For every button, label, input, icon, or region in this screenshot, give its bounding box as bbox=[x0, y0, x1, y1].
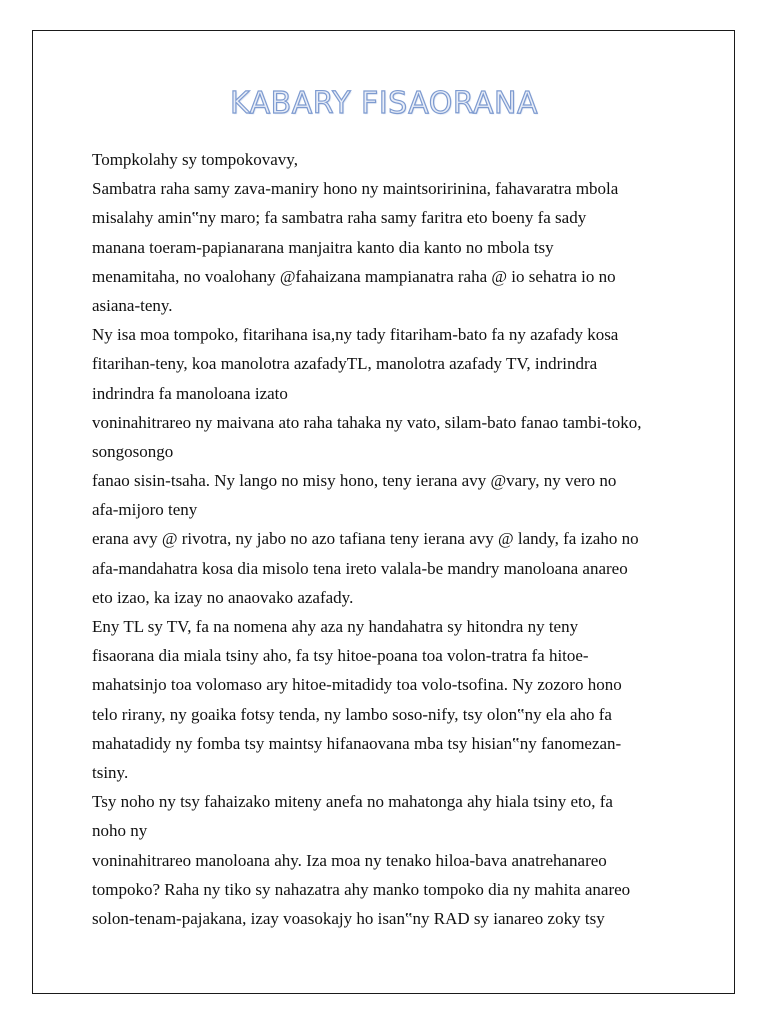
body-line: noho ny bbox=[92, 821, 148, 841]
body-line: telo rirany, ny goaika fotsy tenda, ny lambo soso-nify, tsy olon‟ny ela aho fa bbox=[92, 704, 612, 724]
body-line: menamitaha, no voalohany @fahaizana mampianatra raha @ io sehatra io no bbox=[92, 266, 616, 286]
body-line: erana avy @ rivotra, ny jabo no azo tafiana teny ierana avy @ landy, fa izaho no bbox=[92, 529, 639, 549]
body-line: voninahitrareo manoloana ahy. Iza moa ny tenako hiloa-bava anatrehanareo bbox=[92, 850, 607, 870]
body-line: mahatsinjo toa volomaso ary hitoe-mitadidy toa volo-tsofina. Ny zozoro hono bbox=[92, 675, 622, 695]
body-line: Tsy noho ny tsy fahaizako miteny anefa no mahatonga ahy hiala tsiny eto, fa bbox=[92, 792, 613, 812]
body-line: Tompkolahy sy tompokovavy, bbox=[92, 150, 298, 169]
body-line: solon-tenam-pajakana, izay voasokajy ho isan‟ny RAD sy ianareo zoky tsy bbox=[92, 908, 605, 928]
document-body bbox=[92, 145, 697, 933]
body-line: Ny isa moa tompoko, fitarihana isa,ny tady fitariham-bato fa ny azafady kosa bbox=[92, 325, 619, 345]
body-line: misalahy amin‟ny maro; fa sambatra raha samy faritra eto boeny fa sady bbox=[92, 208, 587, 228]
body-line: asiana-teny. bbox=[92, 295, 173, 315]
body-line: afa-mandahatra kosa dia misolo tena ireto valala-be mandry manoloana anareo bbox=[92, 558, 628, 578]
body-line: indrindra fa manoloana izato bbox=[92, 383, 288, 403]
body-line: tsiny. bbox=[92, 762, 129, 782]
body-line: voninahitrareo ny maivana ato raha tahaka ny vato, silam-bato fanao tambi-toko, bbox=[92, 412, 642, 432]
document-title: KABARY FISAORANA bbox=[230, 86, 538, 121]
body-line: songosongo bbox=[92, 441, 174, 461]
body-line: fitarihan-teny, koa manolotra azafadyTL, manolotra azafady TV, indrindra bbox=[92, 354, 598, 374]
body-line: fisaorana dia miala tsiny aho, fa tsy hitoe-poana toa volon-tratra fa hitoe- bbox=[92, 646, 589, 666]
body-line: afa-mijoro teny bbox=[92, 500, 198, 520]
body-line: Eny TL sy TV, fa na nomena ahy aza ny handahatra sy hitondra ny teny bbox=[92, 617, 579, 636]
body-line: fanao sisin-tsaha. Ny lango no misy hono, teny ierana avy @vary, ny vero no bbox=[92, 471, 617, 491]
body-line: Sambatra raha samy zava-maniry hono ny maintsoririnina, fahavaratra mbola bbox=[92, 179, 619, 199]
body-line: tompoko? Raha ny tiko sy nahazatra ahy manko tompoko dia ny mahita anareo bbox=[92, 879, 631, 899]
body-line: eto izao, ka izay no anaovako azafady. bbox=[92, 587, 354, 607]
body-line: mahatadidy ny fomba tsy maintsy hifanaovana mba tsy hisian‟ny fanomezan- bbox=[92, 733, 622, 753]
body-line: manana toeram-papianarana manjaitra kanto dia kanto no mbola tsy bbox=[92, 237, 554, 257]
